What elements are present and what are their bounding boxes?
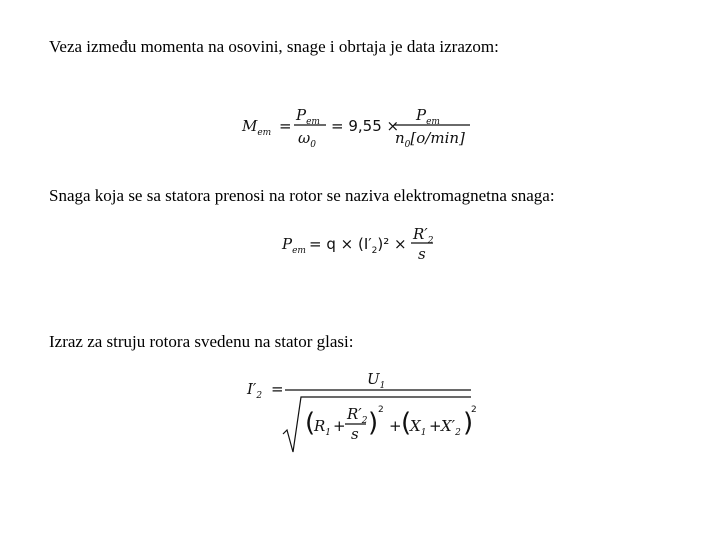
eq3-x1: $X_1$ [410, 417, 427, 438]
eq1-mid: = 9,55 × [331, 117, 400, 135]
eq3-plus-2: + [389, 417, 402, 435]
eq3-square-1: 2 [378, 405, 384, 415]
svg-text:=: = [279, 117, 292, 135]
eq3-x2: $X'_2$ [441, 417, 461, 438]
eq3-fraction-num: $R'_2$ [347, 405, 368, 426]
eq3-paren-close-2: ) [463, 408, 474, 438]
eq2-num: $R'_2$ [413, 225, 434, 246]
equation-rotor-current [245, 370, 480, 456]
eq3-plus-3: + [429, 417, 442, 435]
equation-torque [238, 100, 478, 150]
eq3-r1: $R_1$ [314, 417, 332, 438]
eq1-num2: $P_{em}$ [416, 106, 440, 127]
eq3-paren-open: ( [305, 408, 316, 438]
equation-power [280, 222, 440, 267]
eq3-fraction-den: s [351, 425, 359, 443]
paragraph-electromagnetic-power: Snaga koja se sa statora prenosi na rotor se naziva elektromagnetna snaga: [49, 186, 555, 205]
eq3-paren-close: ) [368, 408, 379, 438]
eq3-eq: = [271, 380, 284, 398]
paragraph-torque-relation: Veza između momenta na osovini, snage i obrtaja je data izrazom: [49, 37, 499, 56]
eq1-den2: $n_0[o/\min]$ [395, 129, 465, 150]
equation-power-svg [280, 222, 440, 267]
equation-torque-svg [238, 100, 478, 150]
eq1-den1: $\omega_0$ [298, 129, 316, 150]
eq2-lhs: $P_{em}$ [282, 235, 306, 256]
eq1-num1: $P_{em}$ [296, 106, 320, 127]
equation-rotor-current-svg [245, 370, 480, 456]
eq3-num: $U_1$ [367, 370, 386, 391]
eq3-paren-open-2: ( [401, 408, 412, 438]
eq1-lhs: $M_{em}$ [242, 117, 272, 138]
eq2-den: s [418, 245, 426, 263]
eq3-square-2: 2 [471, 405, 477, 415]
eq2-mid: = $q \times (I'_2)^2$ × [309, 235, 407, 256]
eq3-plus-1: + [333, 417, 346, 435]
paragraph-rotor-current: Izraz za struju rotora svedenu na stator glasi: [49, 332, 354, 351]
eq3-lhs: $I'_2$ [247, 380, 263, 401]
